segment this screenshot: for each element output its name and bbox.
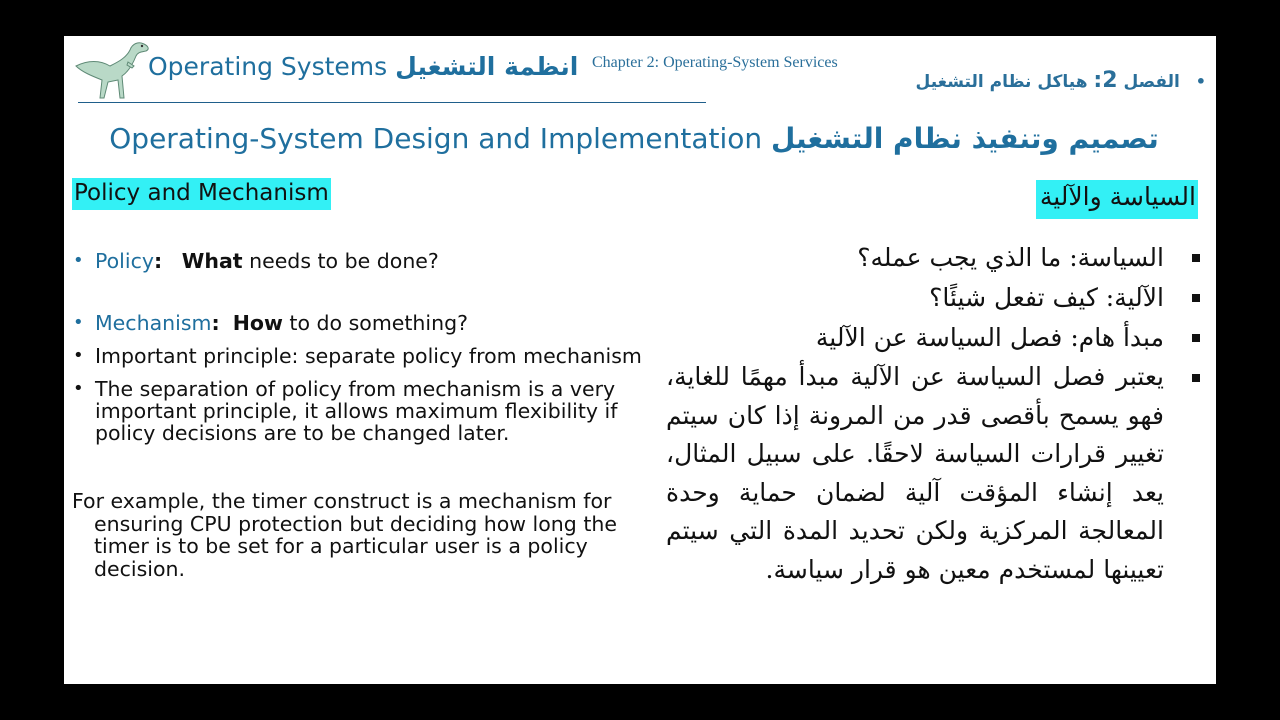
term-policy: Policy	[95, 249, 154, 273]
colon: :	[211, 311, 220, 335]
list-item-mechanism	[72, 312, 667, 334]
title-divider	[78, 102, 706, 103]
chapter-ar-suffix: هياكل نظام التشغيل	[915, 72, 1088, 92]
ar-item-text: الآلية: كيف تفعل شيئًا؟	[929, 283, 1164, 312]
bullet-square	[1192, 334, 1200, 342]
dinosaur-icon	[70, 36, 152, 102]
bullet-dot: •	[73, 312, 84, 333]
course-title-en: Operating Systems	[148, 52, 388, 81]
list-item-separation	[72, 378, 667, 444]
ar-item-text: مبدأ هام: فصل السياسة عن الآلية	[815, 323, 1164, 352]
slide-title-ar: تصميم وتنفيذ نظام التشغيل	[771, 122, 1159, 155]
bullet-square	[1192, 374, 1200, 382]
bullet-square	[1192, 254, 1200, 262]
course-title-ar: انظمة التشغيل	[395, 52, 579, 81]
example-paragraph: For example, the timer construct is a mechanism for ensuring CPU protection but deciding how long the timer is to be set for a particular user is a policy decision.	[72, 489, 617, 581]
chapter-label-ar	[916, 68, 1206, 93]
ar-list-item-policy	[666, 238, 1186, 278]
ar-item-text: السياسة: ما الذي يجب عمله؟	[857, 243, 1164, 272]
slide-title	[64, 122, 1204, 155]
slide	[64, 36, 1216, 684]
arabic-bullet-list	[666, 238, 1186, 589]
chapter-label-en: Chapter 2: Operating-System Services	[592, 54, 838, 71]
ar-list-item-mechanism	[666, 278, 1186, 318]
term-mechanism: Mechanism	[95, 311, 212, 335]
policy-description: needs to be done?	[242, 249, 439, 273]
bullet-square	[1192, 294, 1200, 302]
keyword-how: How	[232, 311, 283, 335]
section-heading-ar: السياسة والآلية	[1036, 180, 1198, 219]
bullet-dot: •	[73, 378, 84, 399]
course-title	[148, 52, 578, 81]
principle-text: Important principle: separate policy from mechanism	[95, 344, 642, 368]
ar-item-text: يعتبر فصل السياسة عن الآلية مبدأ مهمًا للغاية، فهو يسمح بأقصى قدر من المرونة إذا كان سيتم تغيير قرارات السياسة لاحقًا. على سبيل المثال، يعد إنشاء المؤقت آلية لضمان حماية وحدة المعالجة المركزية ولكن تحديد المدة التي سيتم تعيينها لمستخدم معين هو قرار سياسة.	[666, 362, 1164, 584]
separation-text: The separation of policy from mechanism is a very important principle, it allows maximum flexibility if policy decisions are to be changed later.	[95, 377, 618, 445]
list-item-principle	[72, 345, 667, 367]
colon: :	[153, 249, 163, 273]
section-heading-en: Policy and Mechanism	[72, 178, 331, 210]
chapter-ar-prefix: الفصل	[1123, 72, 1180, 92]
ar-list-item-principle	[666, 318, 1186, 358]
chapter-bullet: •	[1195, 72, 1206, 91]
ar-list-item-separation	[666, 358, 1186, 589]
bullet-dot: •	[73, 250, 84, 271]
chapter-ar-number: 2:	[1093, 68, 1118, 93]
keyword-what: What	[181, 249, 243, 273]
mechanism-description: to do something?	[282, 311, 469, 335]
slide-title-en: Operating-System Design and Implementation	[109, 122, 763, 155]
list-item-policy	[72, 250, 667, 272]
bullet-dot: •	[73, 345, 84, 366]
